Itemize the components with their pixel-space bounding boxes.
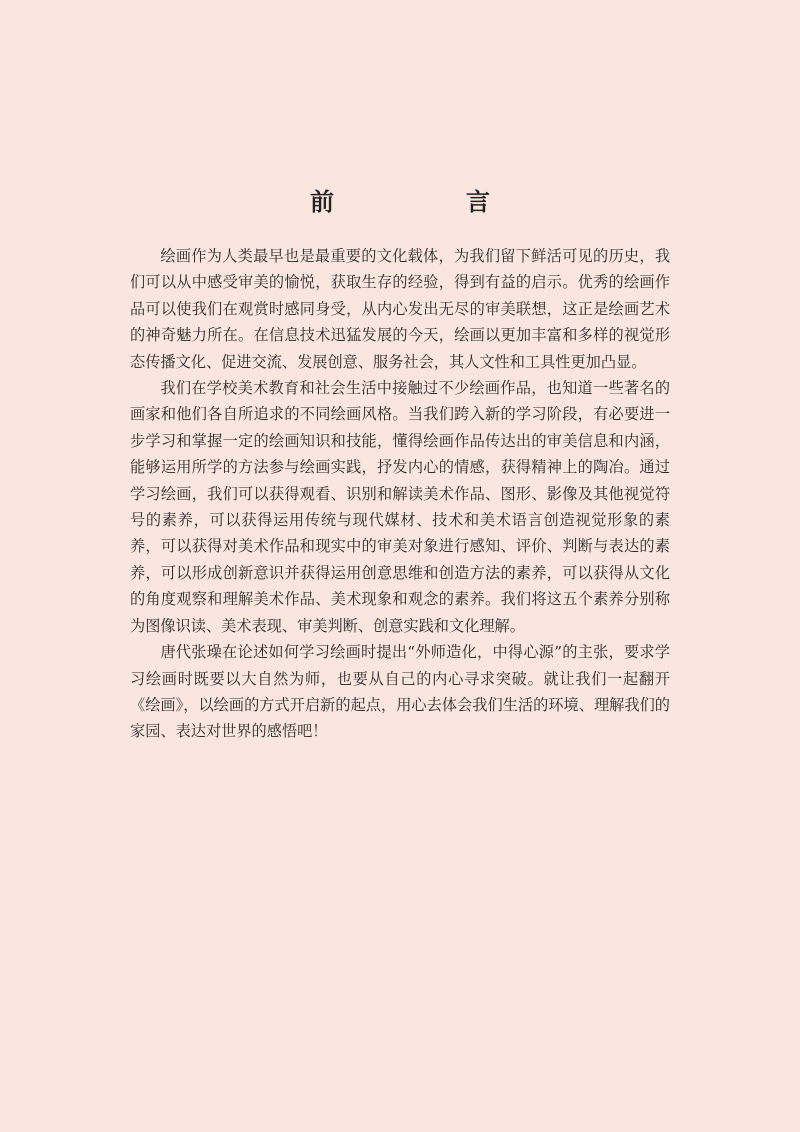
page-title: 前 言 — [310, 188, 544, 217]
paragraph-1: 绘画作为人类最早也是最重要的文化载体，为我们留下鲜活可见的历史，我们可以从中感受审美的愉悦，获取生存的经验，得到有益的启示。优秀的绘画作品可以使我们在观赏时感同身受，从内心发出无尽的审美联想，这正是绘画艺术的神奇魅力所在。在信息技术迅猛发展的今天，绘画以更加丰富和多样的视觉形态传播文化、促进交流、发展创意、服务社会，其人文性和工具性更加凸显。 — [130, 247, 670, 371]
paragraph-3: 唐代张璪在论述如何学习绘画时提出“外师造化，中得心源”的主张，要求学习绘画时既要以大自然为师，也要从自己的内心寻求突破。就让我们一起翻开《绘画》，以绘画的方式开启新的起点，用心去体会我们生活的环境、理解我们的家园、表达对世界的感悟吧！ — [130, 643, 670, 741]
preface-body — [130, 243, 670, 745]
paragraph-2: 我们在学校美术教育和社会生活中接触过不少绘画作品，也知道一些著名的画家和他们各自所追求的不同绘画风格。当我们跨入新的学习阶段，有必要进一步学习和掌握一定的绘画知识和技能，懂得绘画作品传达出的审美信息和内涵，能够运用所学的方法参与绘画实践，抒发内心的情感，获得精神上的陶冶。通过学习绘画，我们可以获得观看、识别和解读美术作品、图形、影像及其他视觉符号的素养，可以获得运用传统与现代媒材、技术和美术语言创造视觉形象的素养，可以获得对美术作品和现实中的审美对象进行感知、评价、判断与表达的素养，可以形成创新意识并获得运用创意思维和创造方法的素养，可以获得从文化的角度观察和理解美术作品、美术现象和观念的素养。我们将这五个素养分别称为图像识读、美术表现、审美判断、创意实践和文化理解。 — [130, 379, 670, 635]
